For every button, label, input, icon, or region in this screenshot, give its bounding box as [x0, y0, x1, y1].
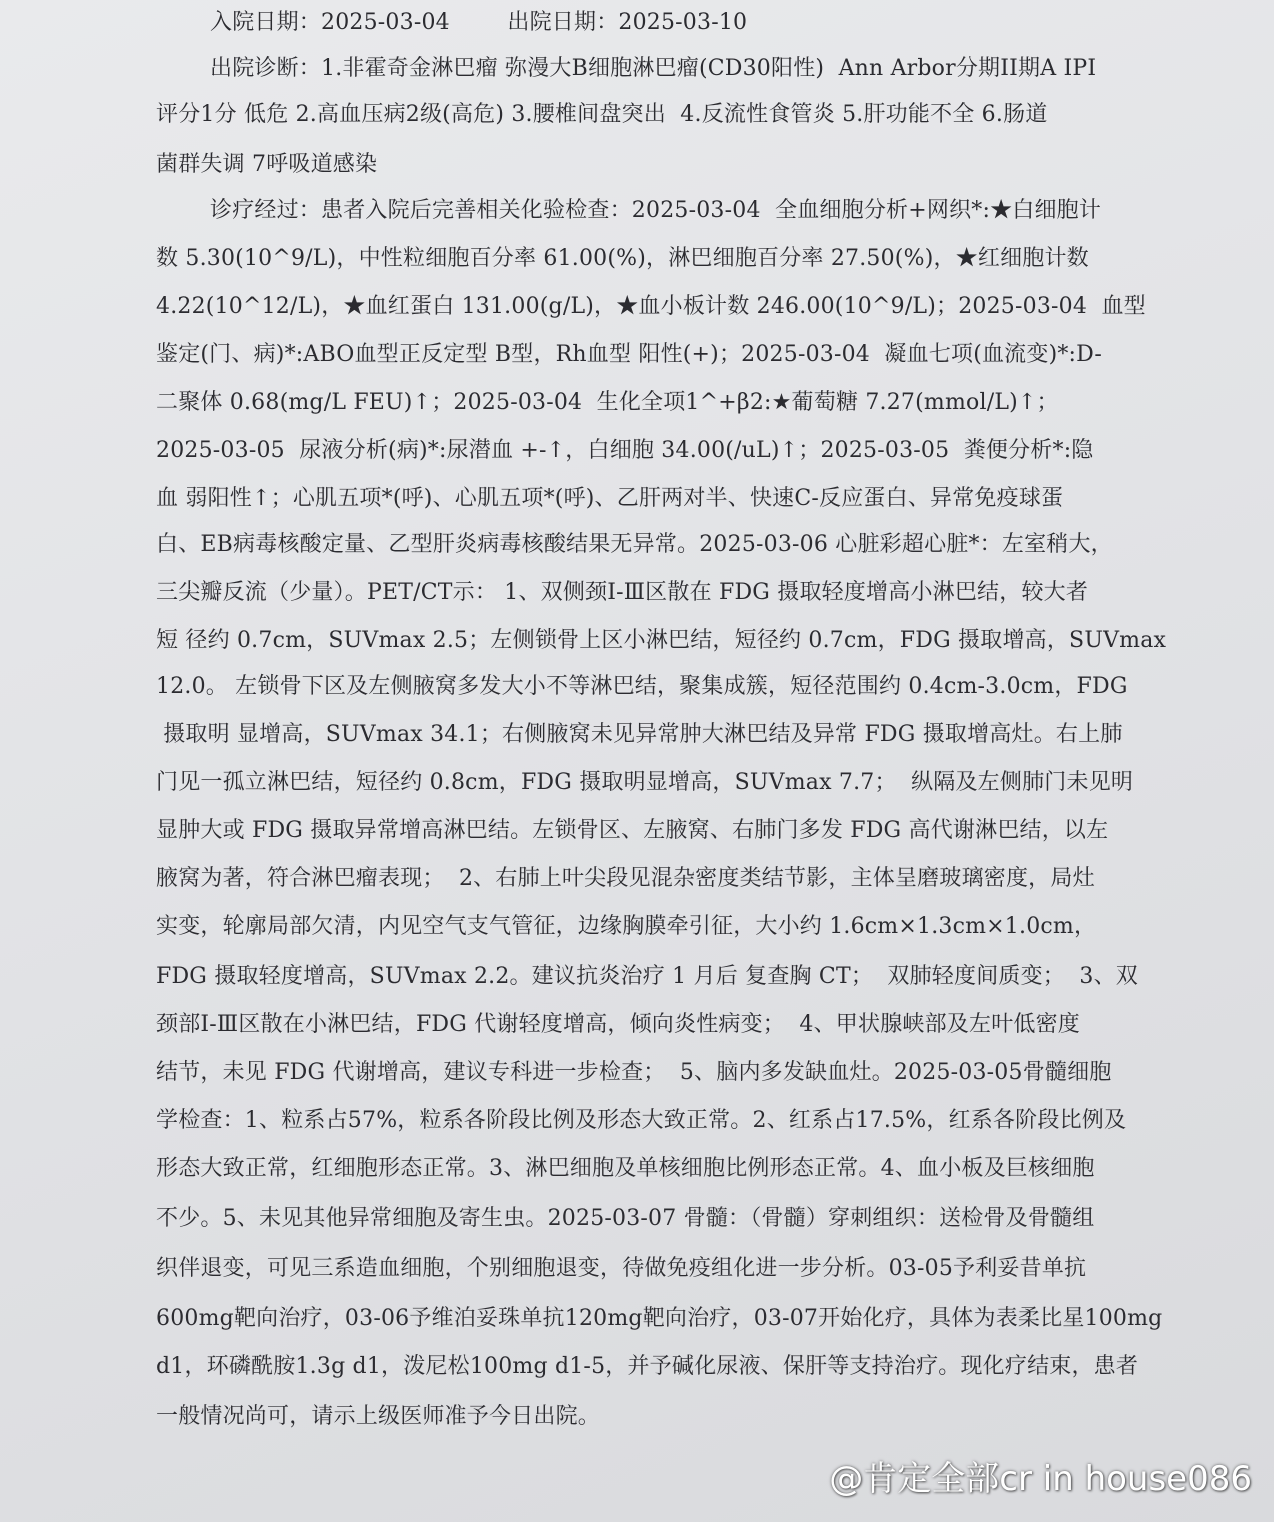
treatment-course-line-14: 显肿大或 FDG 摄取异常增高淋巴结。左锁骨区、左腋窝、右肺门多发 FDG 高代谢淋巴结，以左: [156, 818, 1109, 843]
treatment-course-line-16: 实变，轮廓局部欠清，内见空气支气管征，边缘胸膜牵引征，大小约 1.6cm×1.3cm×1.0cm，: [156, 914, 1097, 939]
treatment-course-line-24: 600mg靶向治疗，03-06予维泊妥珠单抗120mg靶向治疗，03-07开始化疗，具体为表柔比星100mg: [156, 1306, 1163, 1331]
treatment-course-line-18: 颈部Ⅰ-Ⅲ区散在小淋巴结，FDG 代谢轻度增高，倾向炎性病变； 4、甲状腺峡部及左叶低密度: [156, 1012, 1080, 1037]
discharge-diagnosis-line-2: 评分1分 低危 2.高血压病2级(高危) 3.腰椎间盘突出 4.反流性食管炎 5.肝功能不全 6.肠道: [156, 102, 1048, 127]
treatment-course-line-13: 门见一孤立淋巴结，短径约 0.8cm，FDG 摄取明显增高，SUVmax 7.7； 纵隔及左侧肺门未见明: [156, 770, 1134, 795]
treatment-course-line-7: 血 弱阳性↑；心肌五项*(呼)、心肌五项*(呼)、乙肝两对半、快速C-反应蛋白、异常免疫球蛋: [156, 486, 1064, 511]
treatment-course-line-12: 摄取明 显增高，SUVmax 34.1；右侧腋窝未见异常肿大淋巴结及异常 FDG 摄取增高灶。右上肺: [156, 722, 1123, 747]
treatment-course-line-4: 鉴定(门、病)*:ABO血型正反定型 B型，Rh血型 阳性(+)；2025-03-04 凝血七项(血流变)*:D-: [156, 342, 1103, 367]
treatment-course-line-9: 三尖瓣反流（少量）。PET/CT示： 1、双侧颈Ⅰ-Ⅲ区散在 FDG 摄取轻度增高小淋巴结，较大者: [156, 580, 1089, 605]
treatment-course-line-11: 12.0。 左锁骨下区及左侧腋窝多发大小不等淋巴结，聚集成簇，短径范围约 0.4cm-3.0cm，FDG: [156, 674, 1128, 699]
discharge-diagnosis-line-1: 出院诊断：1.非霍奇金淋巴瘤 弥漫大B细胞淋巴瘤(CD30阳性) Ann Arbor分期II期A IPI: [210, 56, 1097, 81]
treatment-course-line-1: 诊疗经过：患者入院后完善相关化验检查：2025-03-04 全血细胞分析+网织*:★白细胞计: [210, 198, 1102, 223]
treatment-course-line-17: FDG 摄取轻度增高，SUVmax 2.2。建议抗炎治疗 1 月后 复查胸 CT； 双肺轻度间质变； 3、双: [156, 964, 1138, 989]
watermark: @肯定全部cr in house086: [829, 1459, 1252, 1499]
treatment-course-line-2: 数 5.30(10^9/L)，中性粒细胞百分率 61.00(%)，淋巴细胞百分率 27.50(%)，★红细胞计数: [156, 246, 1089, 271]
discharge-diagnosis-line-3: 菌群失调 7呼吸道感染: [156, 152, 378, 177]
treatment-course-line-15: 腋窝为著，符合淋巴瘤表现； 2、右肺上叶尖段见混杂密度类结节影，主体呈磨玻璃密度，局灶: [156, 866, 1095, 891]
treatment-course-line-25: d1，环磷酰胺1.3g d1，泼尼松100mg d1-5，并予碱化尿液、保肝等支持治疗。现化疗结束，患者: [156, 1354, 1139, 1379]
treatment-course-line-5: 二聚体 0.68(mg/L FEU)↑；2025-03-04 生化全项1^+β2:★葡萄糖 7.27(mmol/L)↑；: [156, 390, 1059, 415]
treatment-course-line-21: 形态大致正常，红细胞形态正常。3、淋巴细胞及单核细胞比例形态正常。4、血小板及巨核细胞: [156, 1156, 1095, 1181]
treatment-course-line-22: 不少。5、未见其他异常细胞及寄生虫。2025-03-07 骨髓：（骨髓）穿刺组织：送检骨及骨髓组: [156, 1206, 1095, 1231]
treatment-course-line-20: 学检查：1、粒系占57%，粒系各阶段比例及形态大致正常。2、红系占17.5%，红系各阶段比例及: [156, 1108, 1127, 1133]
treatment-course-line-10: 短 径约 0.7cm，SUVmax 2.5；左侧锁骨上区小淋巴结，短径约 0.7cm，FDG 摄取增高，SUVmax: [156, 628, 1167, 653]
treatment-course-line-23: 织伴退变，可见三系造血细胞，个别细胞退变，待做免疫组化进一步分析。03-05予利妥昔单抗: [156, 1256, 1087, 1281]
treatment-course-line-26: 一般情况尚可，请示上级医师准予今日出院。: [156, 1404, 601, 1429]
treatment-course-line-6: 2025-03-05 尿液分析(病)*:尿潜血 +-↑，白细胞 34.00(/uL)↑；2025-03-05 粪便分析*:隐: [156, 438, 1094, 463]
admission-discharge-dates: 入院日期：2025-03-04 出院日期：2025-03-10: [210, 10, 748, 35]
treatment-course-line-3: 4.22(10^12/L)，★血红蛋白 131.00(g/L)，★血小板计数 246.00(10^9/L)；2025-03-04 血型: [156, 294, 1146, 319]
treatment-course-line-19: 结节，未见 FDG 代谢增高，建议专科进一步检查； 5、脑内多发缺血灶。2025-03-05骨髓细胞: [156, 1060, 1112, 1085]
treatment-course-line-8: 白、EB病毒核酸定量、乙型肝炎病毒核酸结果无异常。2025-03-06 心脏彩超心脏*：左室稍大，: [156, 532, 1113, 557]
